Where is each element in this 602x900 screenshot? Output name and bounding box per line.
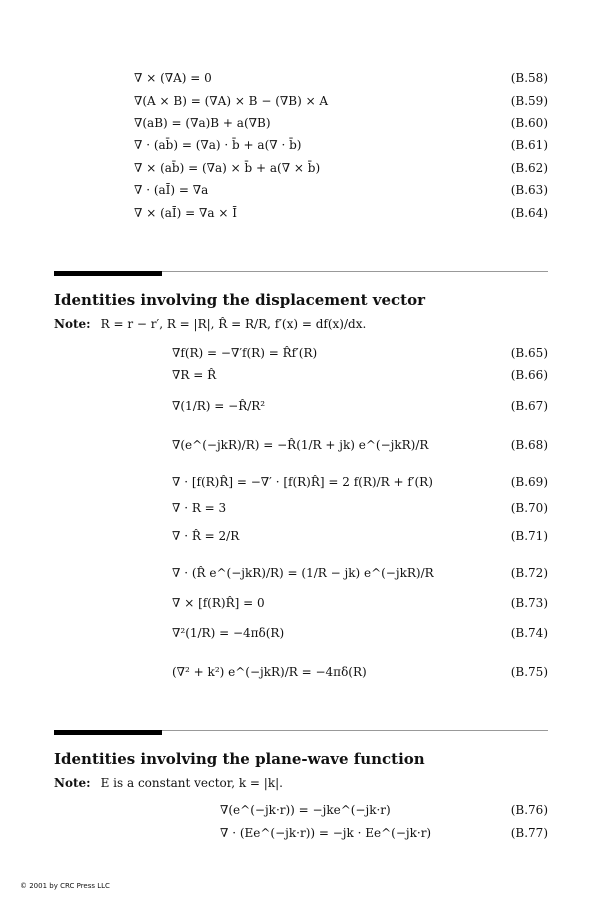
equation-number: (B.61) — [510, 138, 548, 152]
equation-row — [172, 397, 548, 415]
equation: ∇ × (ab̄) = (∇a) × b̄ + a(∇ × b̄) — [134, 161, 321, 175]
equation: ∇(A × B) = (∇A) × B − (∇B) × A — [134, 94, 329, 108]
equation-row — [220, 824, 548, 842]
section-note — [54, 776, 283, 790]
equation-row — [134, 204, 548, 222]
equation-row — [172, 344, 548, 362]
equation-row — [172, 473, 548, 491]
equation-number: (B.76) — [510, 803, 548, 817]
equation-number: (B.68) — [510, 438, 548, 452]
equation-row — [172, 663, 548, 681]
equation: ∇ · (R̂ e^(−jkR)/R) = (1/R − jk) e^(−jkR)/R — [172, 566, 434, 580]
equation-number: (B.60) — [510, 116, 548, 130]
equation-number: (B.67) — [510, 399, 548, 413]
equation: (∇² + k²) e^(−jkR)/R = −4πδ(R) — [172, 665, 367, 679]
equation: ∇ × (∇A) = 0 — [134, 71, 212, 85]
equation-number: (B.62) — [510, 161, 548, 175]
equation-number: (B.65) — [510, 346, 548, 360]
note-label: Note: — [54, 776, 91, 790]
equation-row — [134, 114, 548, 132]
equation-number: (B.73) — [510, 596, 548, 610]
equation: ∇(e^(−jkR)/R) = −R̂(1/R + jk) e^(−jkR)/R — [172, 438, 429, 452]
equation: ∇ × (aĪ) = ∇a × Ī — [134, 206, 237, 220]
equation: ∇(1/R) = −R̂/R² — [172, 399, 266, 413]
equation-row — [172, 624, 548, 642]
copyright-footer: © 2001 by CRC Press LLC — [20, 882, 110, 890]
equation-row — [134, 181, 548, 199]
section-title-displacement: Identities involving the displacement vector — [54, 291, 425, 309]
equation: ∇ · (ab̄) = (∇a) · b̄ + a(∇ · b̄) — [134, 138, 302, 152]
equation-row — [220, 801, 548, 819]
equation: ∇ · (Ee^(−jk·r)) = −jk · Ee^(−jk·r) — [220, 826, 432, 840]
note-text: R = r − r′, R = |R|, R̂ = R/R, f′(x) = df(x)/dx. — [100, 317, 367, 331]
equation-row — [172, 564, 548, 582]
equation-row — [172, 594, 548, 612]
equation-row — [172, 527, 548, 545]
equation-number: (B.66) — [510, 368, 548, 382]
equation-number: (B.59) — [510, 94, 548, 108]
equation-number: (B.72) — [510, 566, 548, 580]
equation-number: (B.69) — [510, 475, 548, 489]
equation: ∇(aB) = (∇a)B + a(∇B) — [134, 116, 271, 130]
equation: ∇R = R̂ — [172, 368, 217, 382]
equation-row — [172, 436, 548, 454]
note-text: E is a constant vector, k = |k|. — [100, 776, 283, 790]
section-divider-bar — [54, 271, 162, 276]
equation: ∇ × [f(R)R̂] = 0 — [172, 596, 265, 610]
equation: ∇ · [f(R)R̂] = −∇′ · [f(R)R̂] = 2 f(R)/R + f′(R) — [172, 475, 433, 489]
section-note — [54, 317, 366, 331]
equation-number: (B.64) — [510, 206, 548, 220]
equation-row — [134, 69, 548, 87]
equation-row — [134, 159, 548, 177]
equation-number: (B.58) — [510, 71, 548, 85]
note-label: Note: — [54, 317, 91, 331]
equation-row — [172, 366, 548, 384]
equation: ∇ · R̂ = 2/R — [172, 529, 240, 543]
equation-number: (B.63) — [510, 183, 548, 197]
equation-number: (B.77) — [510, 826, 548, 840]
equation-number: (B.71) — [510, 529, 548, 543]
equation-number: (B.75) — [510, 665, 548, 679]
equation-row — [172, 499, 548, 517]
equation: ∇²(1/R) = −4πδ(R) — [172, 626, 285, 640]
equation-row — [134, 136, 548, 154]
section-title-plane-wave: Identities involving the plane-wave function — [54, 750, 425, 768]
equation-number: (B.70) — [510, 501, 548, 515]
equation: ∇ · R = 3 — [172, 501, 227, 515]
equation: ∇ · (aĪ) = ∇a — [134, 183, 209, 197]
equation: ∇f(R) = −∇′f(R) = R̂f′(R) — [172, 346, 318, 360]
equation: ∇(e^(−jk·r)) = −jke^(−jk·r) — [220, 803, 391, 817]
equation-number: (B.74) — [510, 626, 548, 640]
equation-row — [134, 92, 548, 110]
section-divider-bar — [54, 730, 162, 735]
